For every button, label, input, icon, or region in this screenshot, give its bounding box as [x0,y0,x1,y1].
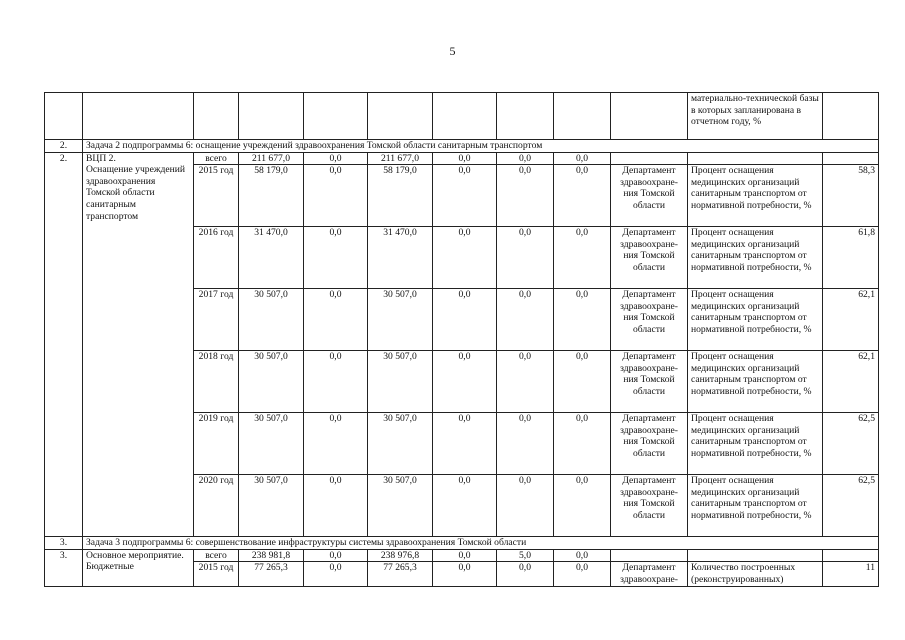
main-fed-cell: 0,0 [304,562,368,586]
carryover-row [45,93,879,140]
year-cell: 2017 год [194,289,239,351]
carryover-indicator: материально-технической базы в которых запланирована в отчетном году, % [688,93,823,140]
reg-cell: 30 507,0 [368,351,433,413]
executor-cell: Департамент здравоохране-ния Томской области [611,351,688,413]
sum-cell: 30 507,0 [239,413,304,475]
total-sum: 211 677,0 [239,152,304,165]
task2-title: Задача 2 подпрограммы 6: оснащение учреждений здравоохранения Томской области санитарным транспортом [83,140,879,153]
reg-cell: 31 470,0 [368,227,433,289]
indicator-cell: Процент оснащения медицинских организаций санитарным транспортом от нормативной потребности, % [688,227,823,289]
fed-cell: 0,0 [304,475,368,537]
loc-cell: 0,0 [433,475,497,537]
total-loc: 0,0 [433,152,497,165]
extra-cell: 0,0 [497,475,554,537]
main-total-other: 0,0 [554,549,611,562]
loc-cell: 0,0 [433,413,497,475]
extra-cell: 0,0 [497,165,554,227]
other-cell: 0,0 [554,351,611,413]
sum-cell: 30 507,0 [239,289,304,351]
task2-number: 2. [45,140,83,153]
extra-cell: 0,0 [497,227,554,289]
program-table [44,92,879,587]
executor-cell: Департамент здравоохране-ния Томской области [611,227,688,289]
fed-cell: 0,0 [304,289,368,351]
main-reg-cell: 77 265,3 [368,562,433,586]
vcp-name [83,152,194,537]
total-fed: 0,0 [304,152,368,165]
reg-cell: 30 507,0 [368,413,433,475]
vcp-number: 2. [45,152,83,537]
main-value-cell: 11 [823,562,879,586]
main-other-cell: 0,0 [554,562,611,586]
page-number: 5 [449,44,456,58]
total-other: 0,0 [554,152,611,165]
fed-cell: 0,0 [304,351,368,413]
loc-cell: 0,0 [433,351,497,413]
main-loc-cell: 0,0 [433,562,497,586]
value-cell: 58,3 [823,165,879,227]
other-cell: 0,0 [554,475,611,537]
task2-row [45,140,879,153]
task3-row [45,537,879,550]
main-total-extra: 5,0 [497,549,554,562]
indicator-cell: Процент оснащения медицинских организаций санитарным транспортом от нормативной потребности, % [688,351,823,413]
executor-cell: Департамент здравоохране-ния Томской области [611,475,688,537]
value-cell: 62,1 [823,351,879,413]
loc-cell: 0,0 [433,227,497,289]
loc-cell: 0,0 [433,165,497,227]
extra-cell: 0,0 [497,351,554,413]
main-sum-cell: 77 265,3 [239,562,304,586]
value-cell: 62,5 [823,475,879,537]
main-name: Основное мероприятие. Бюджетные [83,549,194,586]
value-cell: 62,1 [823,289,879,351]
main-total-fed: 0,0 [304,549,368,562]
main-total-loc: 0,0 [433,549,497,562]
executor-cell: Департамент здравоохране-ния Томской области [611,413,688,475]
main-executor-cell: Департамент здравоохране- [611,562,688,586]
extra-cell: 0,0 [497,289,554,351]
year-cell: 2020 год [194,475,239,537]
executor-cell: Департамент здравоохране-ния Томской области [611,289,688,351]
other-cell: 0,0 [554,289,611,351]
task3-number: 3. [45,537,83,550]
sum-cell: 58 179,0 [239,165,304,227]
main-total-year: всего [194,549,239,562]
total-extra: 0,0 [497,152,554,165]
reg-cell: 30 507,0 [368,289,433,351]
vcp-name-rest: Оснащение учреждений здравоохранения Томской области санитарным транспортом [86,164,185,222]
year-cell: 2015 год [194,165,239,227]
main-total-reg: 238 976,8 [368,549,433,562]
loc-cell: 0,0 [433,289,497,351]
year-cell: 2019 год [194,413,239,475]
fed-cell: 0,0 [304,165,368,227]
sum-cell: 30 507,0 [239,351,304,413]
extra-cell: 0,0 [497,413,554,475]
vcp-name-line1: ВЦП 2. [86,152,116,164]
indicator-cell: Процент оснащения медицинских организаций санитарным транспортом от нормативной потребности, % [688,413,823,475]
main-indicator-cell: Количество построенных (реконструированных) [688,562,823,586]
sum-cell: 31 470,0 [239,227,304,289]
other-cell: 0,0 [554,165,611,227]
value-cell: 62,5 [823,413,879,475]
vcp-total-row [45,152,879,165]
other-cell: 0,0 [554,227,611,289]
year-cell: 2016 год [194,227,239,289]
main-number: 3. [45,549,83,586]
reg-cell: 58 179,0 [368,165,433,227]
main-extra-cell: 0,0 [497,562,554,586]
main-total-sum: 238 981,8 [239,549,304,562]
indicator-cell: Процент оснащения медицинских организаций санитарным транспортом от нормативной потребности, % [688,165,823,227]
fed-cell: 0,0 [304,227,368,289]
indicator-cell: Процент оснащения медицинских организаций санитарным транспортом от нормативной потребности, % [688,475,823,537]
reg-cell: 30 507,0 [368,475,433,537]
total-year: всего [194,152,239,165]
indicator-cell: Процент оснащения медицинских организаций санитарным транспортом от нормативной потребности, % [688,289,823,351]
executor-cell: Департамент здравоохране-ния Томской области [611,165,688,227]
task3-title: Задача 3 подпрограммы 6: совершенствование инфраструктуры системы здравоохранения Томской области [83,537,879,550]
other-cell: 0,0 [554,413,611,475]
main-total-row [45,549,879,562]
year-cell: 2018 год [194,351,239,413]
sum-cell: 30 507,0 [239,475,304,537]
total-reg: 211 677,0 [368,152,433,165]
value-cell: 61,8 [823,227,879,289]
fed-cell: 0,0 [304,413,368,475]
main-year-cell: 2015 год [194,562,239,586]
